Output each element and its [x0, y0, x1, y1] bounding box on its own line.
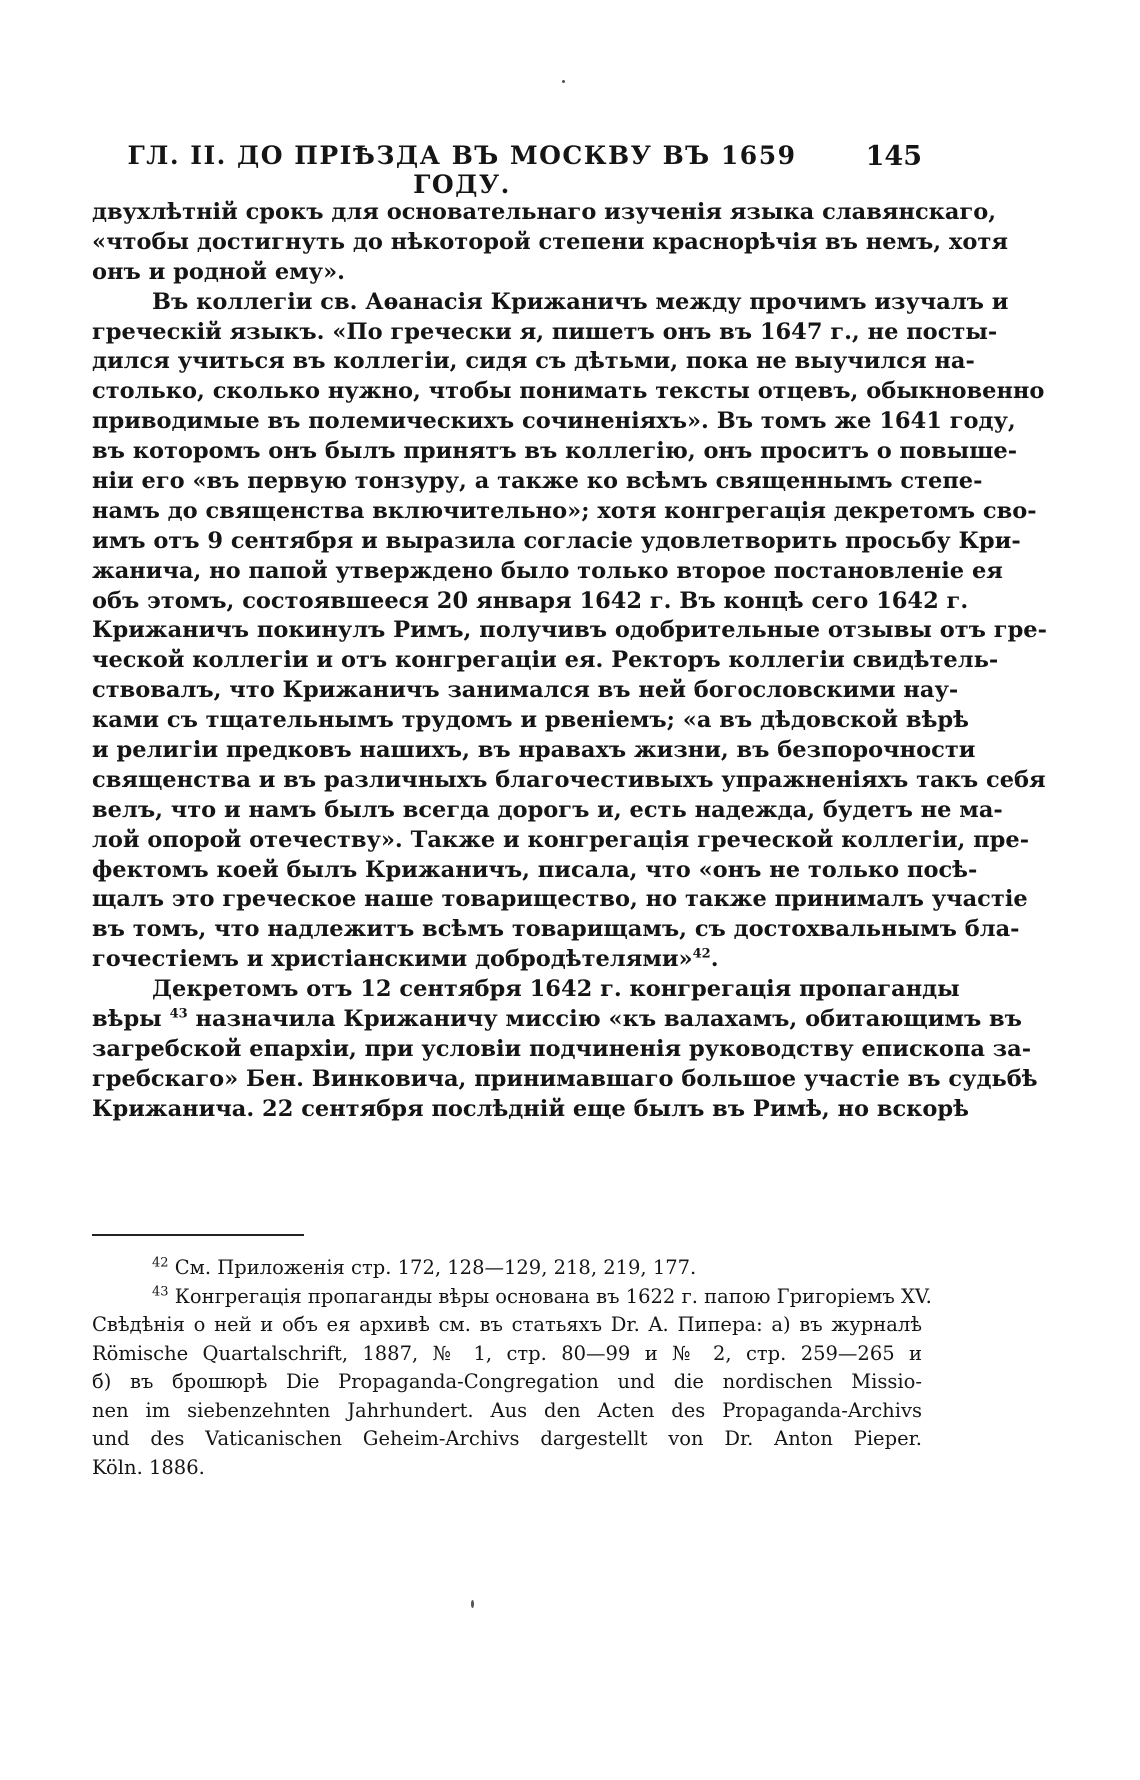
text-line: Крижаничъ покинулъ Римъ, получивъ одобрительные отзывы отъ гре- — [92, 617, 1047, 644]
text-line: ками съ тщательнымъ трудомъ и рвеніемъ; «а въ дѣдовской вѣрѣ — [92, 707, 969, 734]
footnote-text: Конгрегація пропаганды вѣры основана въ 1622 г. папою Григоріемъ XV. — [174, 1284, 932, 1308]
footnote-line: Köln. 1886. — [92, 1455, 205, 1479]
footnote-text: См. Приложенія стр. 172, 128—129, 218, 219, 177. — [174, 1256, 697, 1279]
footnote-42 — [92, 1254, 922, 1283]
text-line: фектомъ коей былъ Крижаничъ, писала, что «онъ не только посѣ- — [92, 856, 978, 883]
running-head: ГЛ. II. ДО ПРІѢЗДА ВЪ МОСКВУ ВЪ 1659 ГОДУ. — [127, 141, 797, 199]
text-line: намъ до священства включительно»; хотя конгрегація декретомъ сво- — [92, 497, 1037, 524]
footnote-ref-42: 42 — [692, 946, 711, 962]
text-line: столько, сколько нужно, чтобы понимать тексты отцевъ, обыкновенно — [92, 378, 1045, 405]
text-line: онъ и родной ему». — [92, 258, 345, 285]
text-line: священства и въ различныхъ благочестивыхъ упражненіяхъ такъ себя — [92, 766, 1046, 793]
footnote-line: б) въ брошюрѣ Die Propaganda-Congregation und die nordischen Missio- — [92, 1370, 922, 1393]
footnote-line: Свѣдѣнія о ней и объ ея архивѣ см. въ статьяхъ Dr. A. Пипера: а) въ журналѣ — [92, 1313, 922, 1336]
page-number: 145 — [865, 141, 922, 172]
text-segment: назначила Крижаничу миссію «къ валахамъ, обитающимъ въ — [195, 1006, 1022, 1033]
footnote-number: 42 — [152, 1255, 169, 1271]
text-line: Въ коллегіи св. Аѳанасія Крижаничъ между прочимъ изучалъ и — [152, 288, 1009, 315]
text-line: Декретомъ отъ 12 сентября 1642 г. конгрегація пропаганды — [152, 976, 960, 1003]
text-line: объ этомъ, состоявшееся 20 января 1642 г. Въ концѣ сего 1642 г. — [92, 587, 969, 614]
footnote-43 — [92, 1283, 932, 1312]
period: . — [710, 946, 719, 973]
footnote-line: und des Vaticanischen Geheim-Archivs dargestellt von Dr. Anton Pieper. — [92, 1427, 922, 1450]
text-line: ческой коллегіи и отъ конгрегаціи ея. Ректоръ коллегіи свидѣтель- — [92, 647, 999, 674]
text-line: «чтобы достигнуть до нѣкоторой степени краснорѣчія въ немъ, хотя — [92, 228, 1008, 255]
print-speck — [562, 80, 565, 83]
footnote-number: 43 — [152, 1284, 169, 1299]
text-line: ніи его «въ первую тонзуру, а также ко всѣмъ священнымъ степе- — [92, 468, 983, 495]
text-line: въ томъ, что надлежитъ всѣмъ товарищамъ, съ достохвальнымъ бла- — [92, 916, 1020, 943]
text-line: ствовалъ, что Крижаничъ занимался въ ней богословскими нау- — [92, 677, 959, 704]
text-line: загребской епархіи, при условіи подчиненія руководству епископа за- — [92, 1035, 1032, 1062]
footnotes — [92, 1254, 932, 1482]
text-line: и религіи предковъ нашихъ, въ нравахъ жизни, въ безпорочности — [92, 737, 976, 764]
text-line: дился учиться въ коллегіи, сидя съ дѣтьми, пока не выучился на- — [92, 348, 975, 375]
footnote-line: Römische Quartalschrift, 1887, № 1, стр. 80—99 и № 2, стр. 259—265 и — [92, 1341, 922, 1365]
text-line: жанича, но папой утверждено было только второе постановленіе ея — [92, 557, 1003, 584]
text-line: щалъ это греческое наше товарищество, но также принималъ участіе — [92, 886, 1028, 913]
text-line: Крижанича. 22 сентября послѣдній еще былъ въ Римѣ, но вскорѣ — [92, 1095, 969, 1122]
print-speck — [471, 1600, 474, 1608]
text-line: гребскаго» Бен. Винковича, принимавшаго большое участіе въ судьбѣ — [92, 1065, 1038, 1092]
text-line: двухлѣтній срокъ для основательнаго изученія языка славянскаго, — [92, 199, 997, 225]
text-line — [92, 1005, 1022, 1035]
text-line: велъ, что и намъ былъ всегда дорогъ и, есть надежда, будетъ не ма- — [92, 796, 1003, 823]
main-text — [92, 198, 1047, 1125]
footnote-divider — [92, 1234, 304, 1236]
text-segment: вѣры — [92, 1006, 162, 1033]
text-line — [92, 945, 922, 975]
text-line: имъ отъ 9 сентября и выразила согласіе удовлетворить просьбу Кри- — [92, 527, 1021, 554]
footnote-ref-43: 43 — [169, 1006, 188, 1022]
footnote-line: nen im siebenzehnten Jahrhundert. Aus den Acten des Propaganda-Archivs — [92, 1398, 922, 1422]
text-line: приводимые въ полемическихъ сочиненіяхъ». Въ томъ же 1641 году, — [92, 408, 1016, 435]
text-segment: гочестіемъ и христіанскими добродѣтелями» — [92, 946, 693, 973]
text-line: греческій языкъ. «По гречески я, пишетъ онъ въ 1647 г., не посты- — [92, 318, 998, 345]
text-line: лой опорой отечеству». Также и конгрегація греческой коллегіи, пре- — [92, 826, 1030, 853]
text-line: въ которомъ онъ былъ принятъ въ коллегію, онъ проситъ о повыше- — [92, 438, 1018, 465]
page-header — [92, 141, 922, 199]
